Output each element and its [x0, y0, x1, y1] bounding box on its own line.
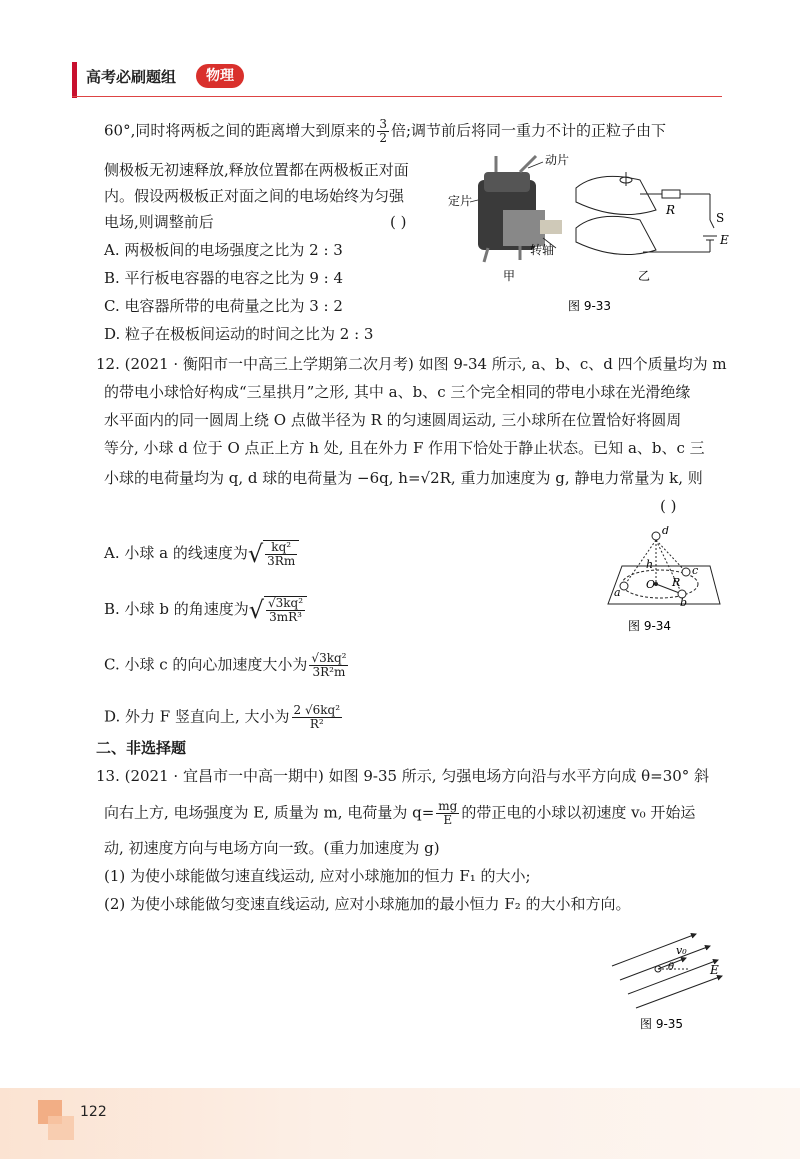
label-h: h — [646, 558, 654, 571]
p11-line1: 60°,同时将两板之间的距离增大到原来的 $\frac{3}{2}$ 倍;调节前后将同一重力不计的正粒子由下 — [104, 117, 667, 145]
book-title: 高考必刷题组 — [86, 68, 177, 86]
p11-line2: 侧极板无初速释放,释放位置都在两极板正对面 — [104, 161, 409, 179]
p12-line2: 的带电小球恰好构成“三星拱月”之形, 其中 a、b、c 三个完全相同的带电小球在光滑绝缘 — [104, 383, 691, 401]
footer-band — [0, 1088, 800, 1159]
subject-badge: 物理 — [196, 64, 244, 88]
label-yi: 乙 — [638, 269, 651, 283]
footer-deco-square-2 — [48, 1116, 74, 1140]
header-rule — [72, 96, 722, 97]
label-theta: θ — [668, 962, 675, 973]
label-S: S — [716, 211, 725, 225]
label-v0: v₀ — [676, 944, 687, 957]
label-O: O — [646, 578, 656, 591]
figure-9-33 — [448, 150, 738, 320]
label-d: d — [662, 526, 670, 537]
label-R: R — [666, 203, 676, 217]
p13-line2: 向右上方, 电场强度为 E, 质量为 m, 电荷量为 q= $\frac{mg}{E}$ 的带正电的小球以初速度 v₀ 开始运 — [104, 799, 696, 827]
label-jia: 甲 — [503, 269, 516, 283]
figure-9-34-caption: 图 9-34 — [628, 619, 672, 633]
page-number: 122 — [80, 1104, 107, 1120]
label-a: a — [614, 586, 621, 599]
p11-option-d: D. 粒子在极板间运动的时间之比为 2 : 3 — [104, 325, 374, 343]
p12-line1: 12. (2021 · 衡阳市一中高三上学期第二次月考) 如图 9-34 所示, a、b、c、d 四个质量均为 m — [96, 355, 727, 373]
label-zhuanzhou: 转轴 — [530, 243, 555, 257]
label-dingpian: 定片 — [448, 194, 473, 208]
p12-line4: 等分, 小球 d 位于 O 点正上方 h 处, 且在外力 F 作用下恰处于静止状态。已知 a、b、c 三 — [104, 439, 705, 457]
p11-answer-bracket: ( ) — [390, 213, 407, 231]
p13-line1: 13. (2021 · 宜昌市一中高一期中) 如图 9-35 所示, 匀强电场方向沿与水平方向成 θ=30° 斜 — [96, 767, 710, 785]
figure-9-35-caption: 图 9-35 — [640, 1017, 684, 1031]
label-b: b — [680, 596, 688, 609]
section-heading: 二、非选择题 — [96, 739, 187, 757]
p12-answer-bracket: ( ) — [660, 497, 677, 515]
p12-option-a: A. 小球 a 的线速度为√ $\frac{\text{kq²}}{3Rm}$ — [104, 540, 299, 568]
figure-9-35 — [606, 926, 730, 1036]
figure-9-34 — [590, 526, 730, 636]
header-accent-bar — [72, 62, 77, 98]
figure-9-33-caption: 图 9-33 — [568, 299, 612, 313]
p13-line3: 动, 初速度方向与电场方向一致。(重力加速度为 g) — [104, 839, 440, 857]
fraction-3-2: $\frac{3}{2}$ — [379, 117, 387, 145]
p11-option-a: A. 两极板间的电场强度之比为 2 : 3 — [104, 241, 343, 259]
label-dongpian: 动片 — [545, 153, 570, 167]
label-c: c — [692, 564, 699, 577]
p11-option-b: B. 平行板电容器的电容之比为 9 : 4 — [104, 269, 344, 287]
p12-option-d: D. 外力 F 竖直向上, 大小为 $\frac{\text{2 √6kq²}}{\text{R²}}$ — [104, 703, 341, 731]
p11-option-c: C. 电容器所带的电荷量之比为 3 : 2 — [104, 297, 343, 315]
p13-question-2: (2) 为使小球能做匀变速直线运动, 应对小球施加的最小恒力 F₂ 的大小和方向。 — [104, 895, 631, 913]
p11-line3: 内。假设两极板正对面之间的电场始终为匀强 — [104, 187, 405, 205]
p11-line4: 电场,则调整前后 — [104, 213, 214, 231]
p12-line5: 小球的电荷量均为 q, d 球的电荷量为 −6q, h=√2R, 重力加速度为 g, 静电力常量为 k, 则 — [104, 469, 703, 487]
p13-question-1: (1) 为使小球能做匀速直线运动, 应对小球施加的恒力 F₁ 的大小; — [104, 867, 531, 885]
p12-option-b: B. 小球 b 的角速度为√ $\frac{\text{√3kq²}}{\text{3mR³}}$ — [104, 596, 307, 624]
p12-option-c: C. 小球 c 的向心加速度大小为 $\frac{\text{√3kq²}}{\text{3R²m}}$ — [104, 651, 347, 679]
label-E-field: E — [710, 963, 719, 977]
p12-line3: 水平面内的同一圆周上绕 O 点做半径为 R 的匀速圆周运动, 三小球所在位置恰好将圆周 — [104, 411, 682, 429]
label-R34: R — [672, 576, 681, 589]
label-E-source: E — [720, 233, 729, 247]
